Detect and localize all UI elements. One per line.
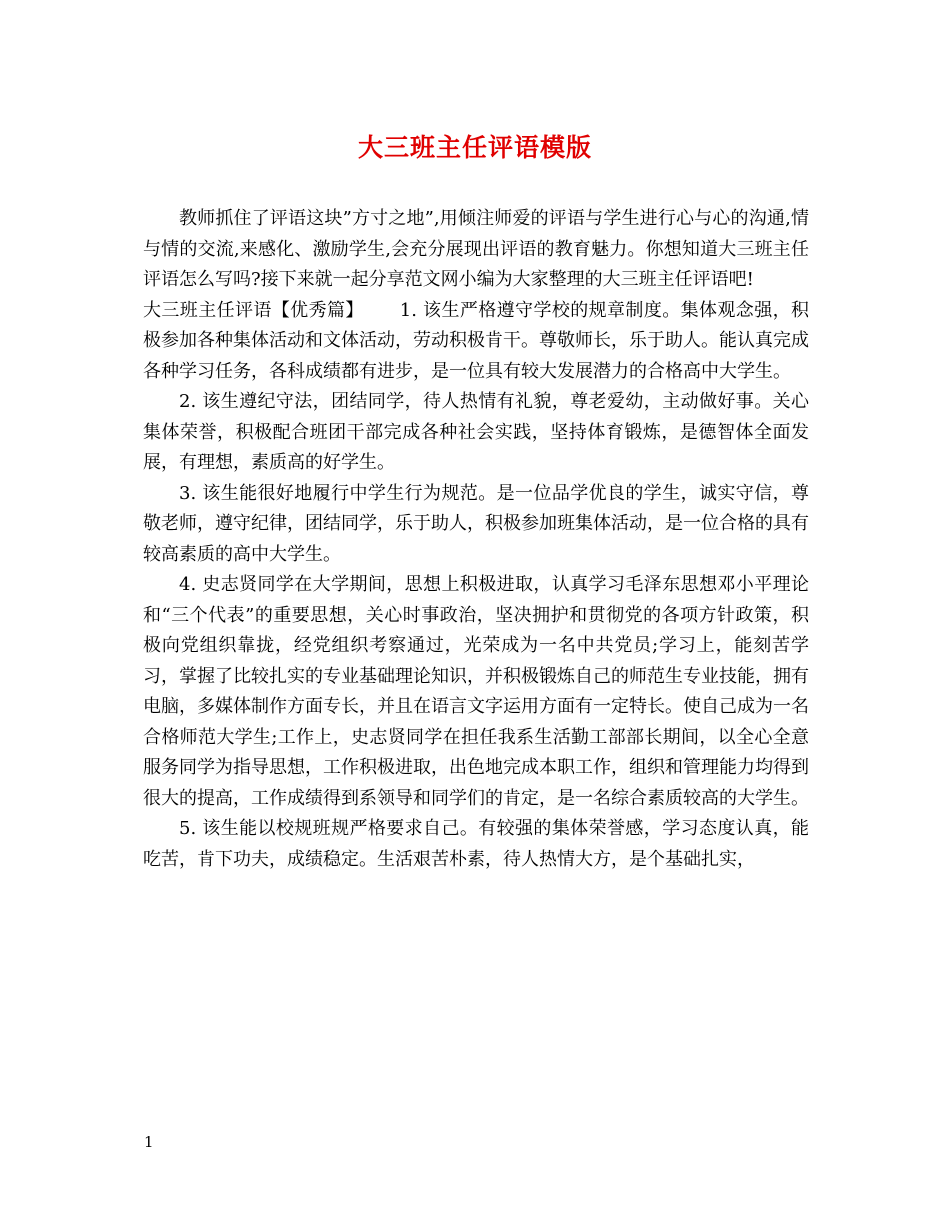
section-paragraph [143, 296, 809, 388]
item-1: 1. 该生严格遵守学校的规章制度。集体观念强，积极参加各种集体活动和文体活动，劳动积极肯干。尊敬师长，乐于助人。能认真完成各种学习任务，各科成绩都有进步，是一位具有较大发展潜力的合格高中大学生。 [143, 299, 809, 382]
section-heading: 大三班主任评语【优秀篇】 [143, 299, 364, 321]
item-4: 4. 史志贤同学在大学期间，思想上积极进取，认真学习毛泽东思想邓小平理论和“三个代表”的重要思想，关心时事政治，坚决拥护和贯彻党的各项方针政策，积极向党组织靠拢，经党组织考察通过，光荣成为一名中共党员;学习上，能刻苦学习，掌握了比较扎实的专业基础理论知识，并积极锻炼自己的师范生专业技能，拥有电脑，多媒体制作方面专长，并且在语言文字运用方面有一定特长。使自己成为一名合格师范大学生;工作上，史志贤同学在担任我系生活勤工部部长期间，以全心全意服务同学为指导思想，工作积极进取，出色地完成本职工作，组织和管理能力均得到很大的提高，工作成绩得到系领导和同学们的肯定，是一名综合素质较高的大学生。 [143, 574, 809, 809]
document-body [143, 204, 809, 875]
item-2: 2. 该生遵纪守法，团结同学，待人热情有礼貌，尊老爱幼，主动做好事。关心集体荣誉，积极配合班团干部完成各种社会实践，坚持体育锻炼，是德智体全面发展，有理想，素质高的好学生。 [143, 391, 809, 473]
document-title: 大三班主任评语模版 [357, 133, 592, 162]
item-3: 3. 该生能很好地履行中学生行为规范。是一位品学优良的学生，诚实守信，尊敬老师，遵守纪律，团结同学，乐于助人，积极参加班集体活动，是一位合格的具有较高素质的高中大学生。 [143, 482, 809, 565]
intro-paragraph: 教师抓住了评语这块”方寸之地”,用倾注师爱的评语与学生进行心与心的沟通,情与情的交流,来感化、激励学生,会充分展现出评语的教育魅力。你想知道大三班主任评语怎么写吗?接下来就一起分享范文网小编为大家整理的大三班主任评语吧! [143, 208, 809, 290]
page-number: 1 [144, 1133, 154, 1151]
item-5: 5. 该生能以校规班规严格要求自己。有较强的集体荣誉感，学习态度认真，能吃苦，肯下功夫，成绩稳定。生活艰苦朴素，待人热情大方，是个基础扎实， [143, 818, 809, 870]
